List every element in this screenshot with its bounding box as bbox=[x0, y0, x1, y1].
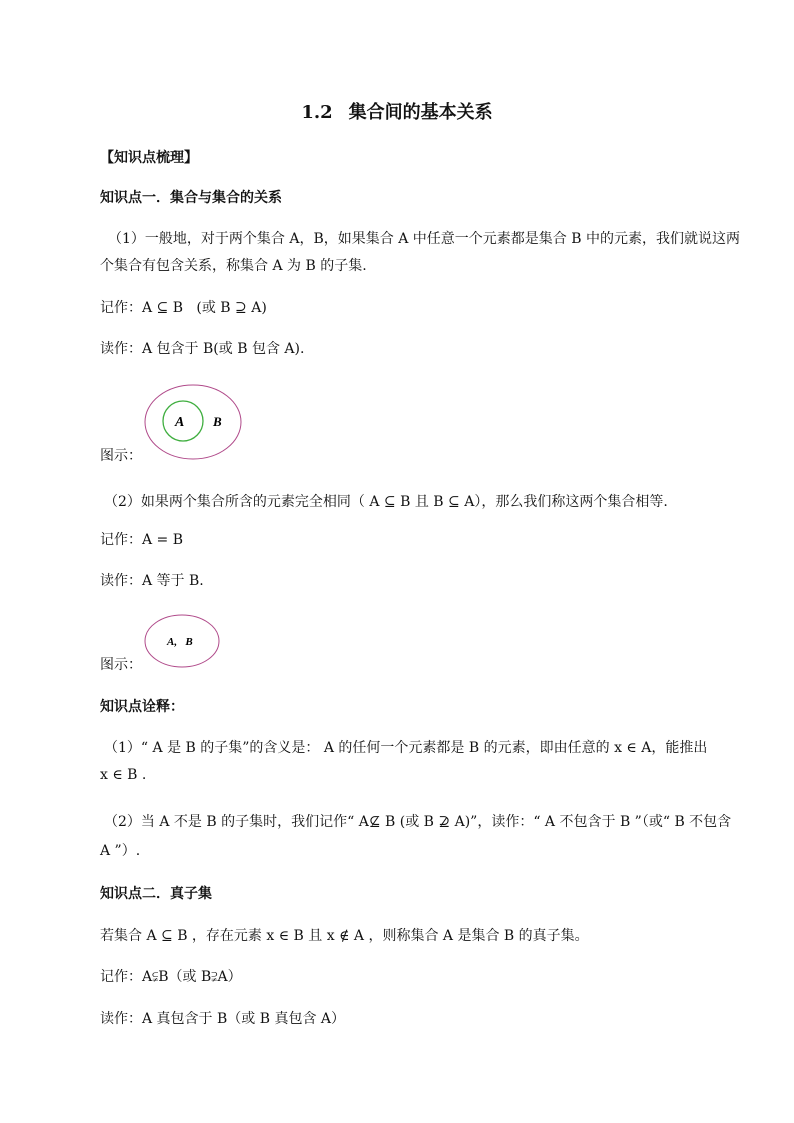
explain-item1-line2: x ∈ B . bbox=[100, 767, 147, 783]
figure-label-2: 图示： bbox=[100, 657, 142, 673]
explain-item1-line1: （1）“ A 是 B 的子集”的含义是： A 的任何一个元素都是 B 的元素，即由任意的 x ∈ A，能推出 bbox=[104, 740, 708, 756]
equality-definition: （2）如果两个集合所含的元素完全相同（ A ⊆ B 且 B ⊆ A），那么我们称这两个集合相等. bbox=[104, 494, 668, 510]
proper-subset-definition: 若集合 A ⊆ B ，存在元素 x ∈ B 且 x ∉ A ，则称集合 A 是集合 B 的真子集。 bbox=[100, 928, 589, 944]
equal-set-label: A, B bbox=[167, 636, 193, 648]
proper-subset-reading: 读作：A 真包含于 B（或 B 真包含 A） bbox=[100, 1011, 346, 1027]
main-heading: 【知识点梳理】 bbox=[100, 150, 198, 166]
explain-item2-part-c: A)”，读作：“ A 不包含于 B ”（或“ B 不包含 bbox=[450, 814, 732, 830]
subset-reading: 读作：A 包含于 B(或 B 包含 A). bbox=[100, 341, 305, 357]
inner-set-label: A bbox=[175, 415, 185, 430]
explain-item2-part-a: （2）当 A 不是 B 的子集时，我们记作“ A bbox=[104, 814, 369, 830]
section1-paragraph1-line2: 个集合有包含关系，称集合 A 为 B 的子集. bbox=[100, 258, 367, 274]
notation-alternative: (或 B ⊇ A) bbox=[196, 300, 267, 316]
title-number: 1.2 bbox=[301, 102, 333, 123]
explain-heading: 知识点诠释： bbox=[100, 699, 184, 715]
equal-venn-diagram bbox=[143, 613, 223, 669]
section2-heading: 知识点二．真子集 bbox=[100, 886, 212, 902]
page-title bbox=[0, 98, 794, 124]
figure-label-1: 图示： bbox=[100, 448, 142, 464]
section1-paragraph1-line1: （1）一般地，对于两个集合 A，B，如果集合 A 中任意一个元素都是集合 B 中的元素，我们就说这两 bbox=[108, 231, 740, 247]
section1-heading: 知识点一．集合与集合的关系 bbox=[100, 190, 282, 206]
explain-item2-part-b: B (或 B bbox=[380, 814, 439, 830]
outer-set-circle bbox=[145, 385, 241, 459]
subset-venn-diagram bbox=[143, 382, 245, 462]
not-superset-symbol: ⊇ bbox=[438, 814, 451, 830]
proper-subset-notation: 记作：A⫋B（或 B⫌A） bbox=[100, 969, 242, 985]
explain-item2-line1 bbox=[104, 812, 731, 832]
explain-item2-line2: A ”）. bbox=[100, 843, 141, 859]
notation-expression: A ⊆ B bbox=[142, 300, 184, 316]
title-text: 集合间的基本关系 bbox=[348, 102, 493, 123]
equality-notation: 记作：A = B bbox=[100, 532, 184, 548]
equality-reading: 读作：A 等于 B. bbox=[100, 573, 204, 589]
notation-label: 记作： bbox=[100, 300, 142, 316]
not-subset-symbol: ⊆ bbox=[368, 814, 381, 830]
subset-notation bbox=[100, 298, 267, 318]
outer-set-label: B bbox=[213, 414, 222, 429]
